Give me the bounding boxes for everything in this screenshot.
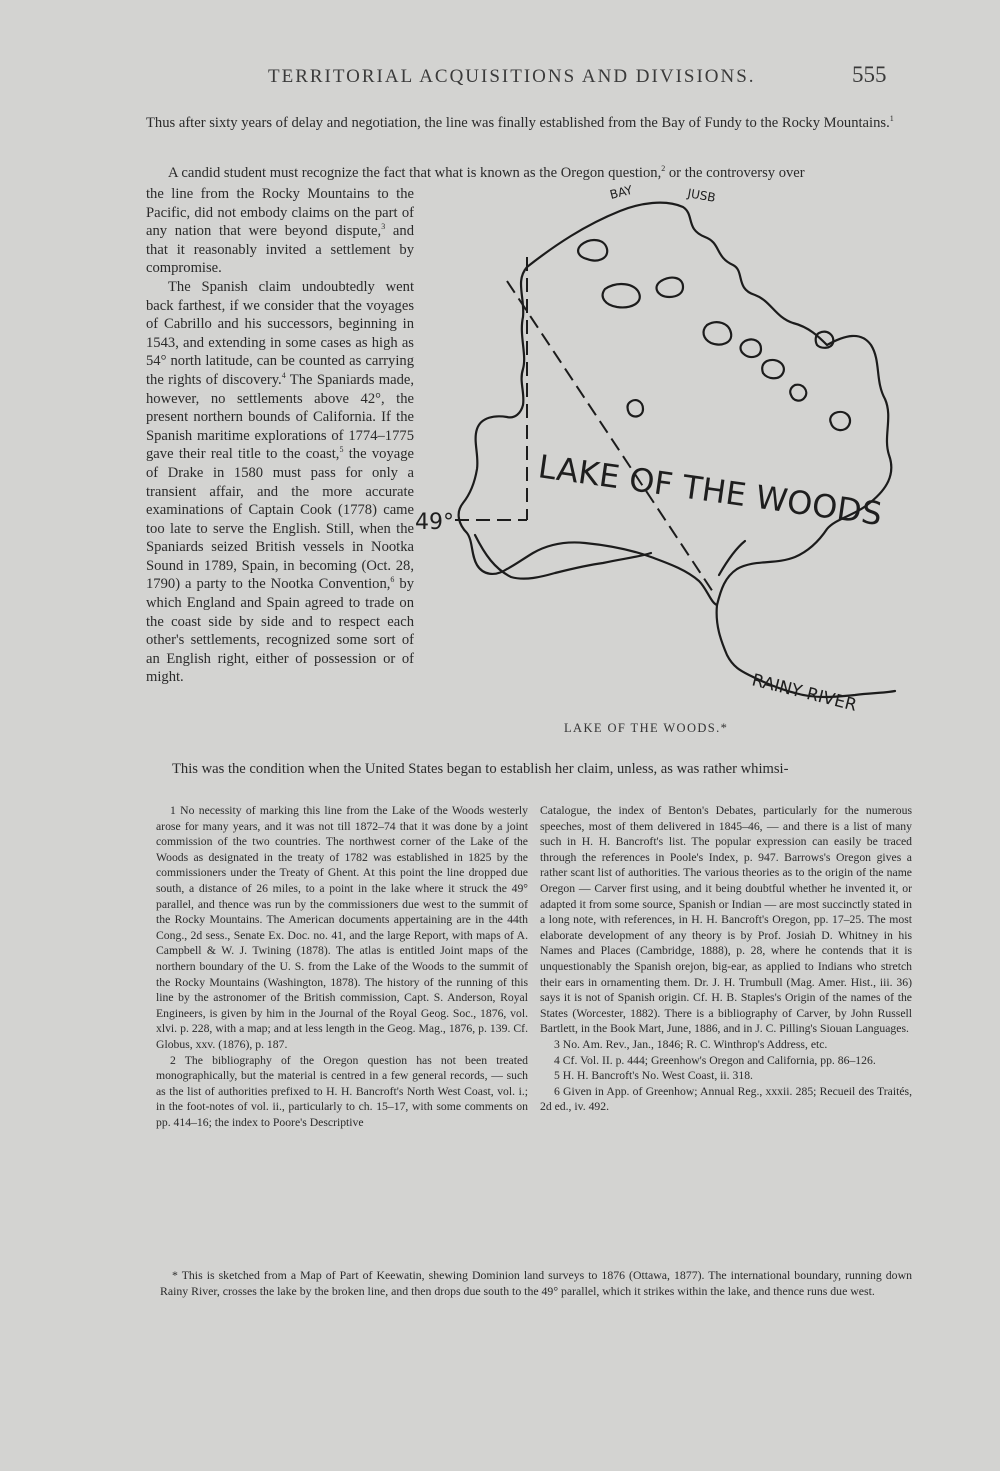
lake-shoreline [459,203,892,605]
south-bay-shore [475,535,651,579]
footnote-4: 4 Cf. Vol. II. p. 444; Greenhow's Oregon and California, pp. 86–126. [554,1053,876,1067]
map-label-top-b: JUSB [686,186,717,205]
left-column [146,185,414,687]
figure-footnote: * This is sketched from a Map of Part of Keewatin, shewing Dominion land surveys to 1876 (Ottawa, 1877). The international boundary, running down Rainy River, crosses the lake by the broken line, and then drops due south to the 49° parallel, which it strikes within the lake, and thence runs due west. [160,1268,912,1298]
footnote-6: 6 Given in App. of Greenhow; Annual Reg., xxxii. 285; Recueil des Traités, 2d ed., iv. 492. [540,1084,912,1114]
paragraph-condition-text: This was the condition when the United States began to establish her claim, unless, as was rather whimsi- [172,761,789,777]
footnote-1: 1 No necessity of marking this line from the Lake of the Woods westerly arose for many years, and it was not till 1872–74 that it was done by a joint commission of the two countries. The northwest corner of the Lake of the Woods as designated in the treaty of 1782 was established in 1825 by the commissioners under the Treaty of Ghent. At this point the line dropped due south, a distance of 26 miles, to a point in the lake where it struck the 49° parallel, and thence was run by the commissioners due west to the summit of the Rocky Mountains. The American documents appertaining are in the 44th Cong., 2d sess., Senate Ex. Doc. no. 41, and the large Report, with maps of A. Campbell & W. J. Twining (1878). The atlas is entitled Joint maps of the northern boundary of the U. S. from the Lake of the Woods to the summit of the Rocky Mountains (Washington, 1878). The history of the running of this line by the astronomer of the British commission, Capt. S. Anderson, Royal Engineers, is given by him in the Journal of the Royal Geog. Soc., 1876, vol. xlvi. p. 228, with a map; and at less length in the Geog. Mag., 1876, p. 139. Cf. Globus, xxv. (1876), p. 187. [156,804,528,1051]
map-drawing [415,185,915,745]
map-label-lake: LAKE OF THE WOODS [535,447,885,534]
paragraph-opening-text: Thus after sixty years of delay and negotiation, the line was finally established from the Bay of Fundy to the Rocky Mountains. [146,115,890,131]
paragraph-opening [146,114,898,133]
boundary-diagonal-line [507,281,715,595]
footnote-3: 3 No. Am. Rev., Jan., 1846; R. C. Winthrop's Address, etc. [554,1037,828,1051]
island [741,339,762,357]
island [790,385,806,401]
paragraph-oregon-top [168,164,908,183]
paragraph-spanish-claim [146,278,414,687]
footnote-ref-2: 2 [661,164,666,174]
map-label-49: 49° [415,510,454,535]
running-header: TERRITORIAL ACQUISITIONS AND DIVISIONS. [268,66,756,87]
footnote-ref-6: 6 [390,575,395,585]
paragraph-oregon-top-text: A candid student must recognize the fact that what is known as the Oregon question, [168,165,662,181]
footnotes-right-column [540,803,912,1115]
footnotes-left-column [156,803,528,1130]
footnote-ref-3: 3 [381,222,386,232]
island [578,240,607,260]
paragraph-condition [172,760,912,779]
paragraph-oregon-top-rest: or the controversy over [665,165,805,181]
paragraph-oregon-cont [146,185,414,278]
footnote-5: 5 H. H. Bancroft's No. West Coast, ii. 318. [554,1069,753,1083]
island [762,360,784,378]
spanish-claim-a: The Spanish claim undoubtedly went back farthest, if we consider that the voyages of Cabrillo and his successors, beginning in 1543, and extending in some cases as high as 54° north latitude, can be counted as carrying the rights of discovery. [146,278,414,388]
island [657,278,684,297]
map-label-top-a: BAY [608,185,634,202]
footnote-ref-1: 1 [889,114,894,124]
spanish-claim-b: The Spaniards made, however, no settlements above 42°, the present northern bounds of California. If the Spanish maritime explorations of 1774–1775 gave their real title to the coast, [146,371,414,463]
footnote-2: 2 The bibliography of the Oregon question has not been treated monographically, but the material is centred in a few general records, — such as the list of authorities prefixed to H. H. Bancroft's North West Coast, vol. i.; in the foot-notes of vol. ii., particularly to ch. 15–17, with some comments on pp. 414–16; the index to Poore's Descriptive [156,1053,528,1129]
narrows [719,541,745,575]
island [704,322,732,344]
island [816,332,834,348]
footnote-ref-4: 4 [281,371,286,381]
island [628,400,644,416]
page-number: 555 [852,62,887,87]
footnote-2-continued: Catalogue, the index of Benton's Debates, particularly for the numerous speeches, most of them delivered in 1845–46, — and there is a list of many such in H. H. Bancroft's list. The popular expression can easily be traced through the references in Poole's Index, p. 947. Barrows's Oregon gives a rather scant list of authorities. The various theories as to the origin of the name Oregon — Carver first using, and it being doubtful whether he invented it, or adapted it from some source, Spanish or Indian — are most succinctly stated in a long note, with references, in H. H. Bancroft's Oregon, pp. 17–25. The most elaborate development of any theory is by Prof. Josiah D. Whitney in his Names and Places (Cambridge, 1888), p. 28, where he contends that it is unquestionably the Spanish orejon, big-ear, as applied to Indians who stretch their ears in ornamenting them. Dr. J. H. Trumbull (Mag. Amer. Hist., iii. 36) says it is not of Spanish origin. Cf. H. B. Staples's Origin of the names of the States (Worcester, 1882). There is a bibliography of Carver, by John Russell Bartlett, in the Book Mart, June, 1886, and in J. C. Pilling's Siouan Languages. [540,804,912,1036]
paragraph-oregon-cont-rest: and that it reasonably invited a settlement by compromise. [146,223,414,277]
figure-caption: LAKE OF THE WOODS.* [564,721,729,735]
island [603,284,640,307]
footnote-ref-5: 5 [339,445,344,455]
island [830,412,850,430]
map-label-river: RAINY RIVER [749,670,859,716]
paragraph-oregon-cont-text: the line from the Rocky Mountains to the Pacific, did not embody claims on the part of any nation that were beyond dispute, [146,186,414,240]
lake-of-the-woods-map [415,185,915,745]
spanish-claim-c: the voyage of Drake in 1580 must pass for only a transient affair, and the more accurate examinations of Captain Cook (1778) came too late to serve the English. Still, when the Spaniards seized British vessels in Nootka Sound in 1789, Spain, in becoming (Oct. 28, 1790) a party to the Nootka Convention, [146,446,414,593]
spanish-claim-d: by which England and Spain agreed to trade on the coast side by side and to respect each other's settlements, recognized some sort of an English right, either of possession or of might. [146,576,414,686]
